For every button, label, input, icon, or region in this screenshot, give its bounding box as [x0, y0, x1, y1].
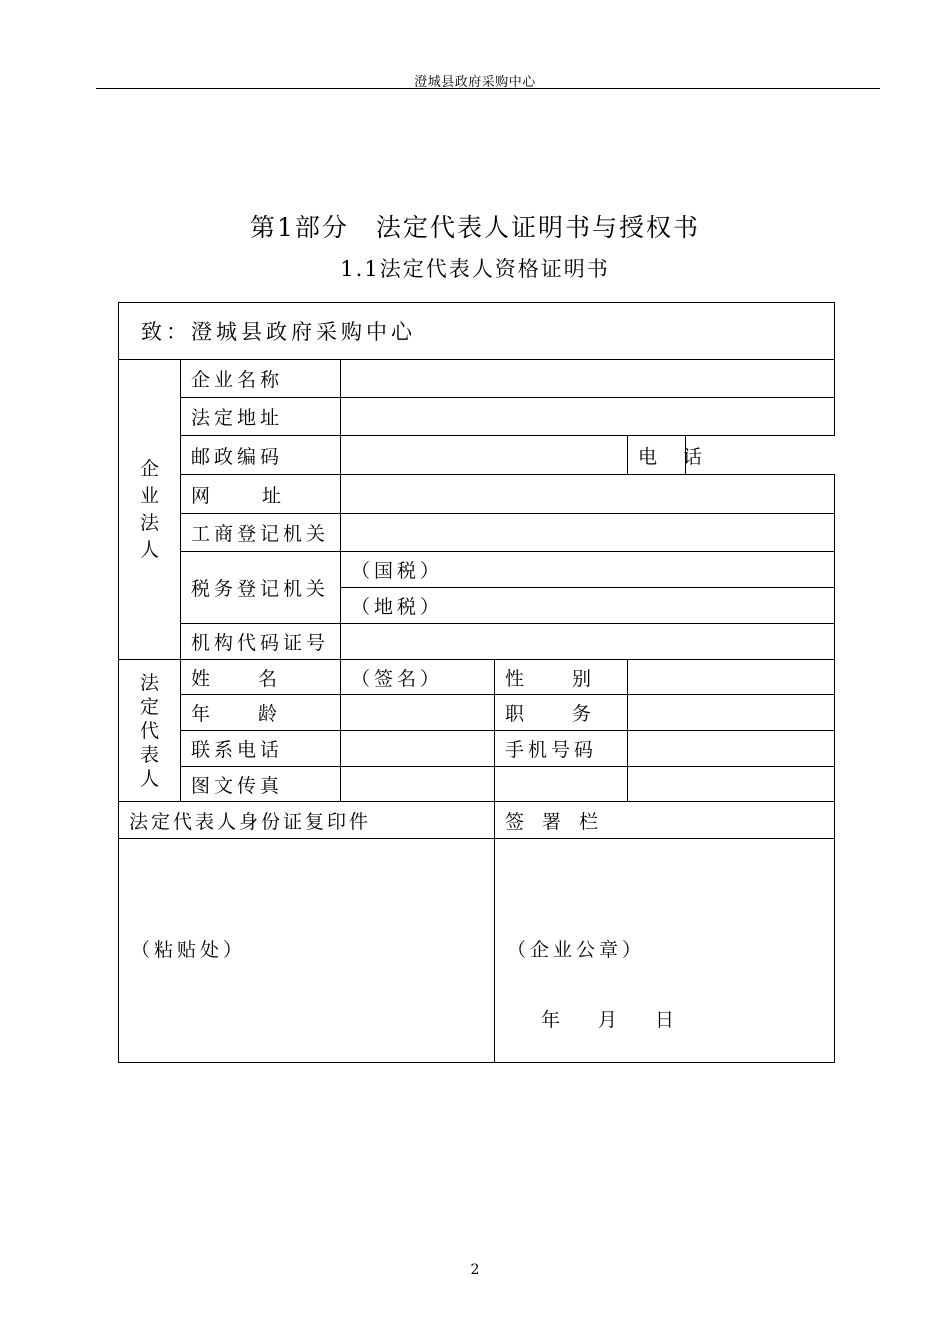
national-tax-field[interactable] — [341, 552, 835, 588]
website-field[interactable] — [341, 475, 835, 514]
fax-extra-field-2[interactable] — [628, 767, 835, 802]
name-field[interactable] — [341, 660, 495, 695]
label-gender: 性 别 — [495, 660, 628, 695]
header-divider — [96, 88, 880, 89]
local-tax-field[interactable] — [341, 588, 835, 624]
signature-area[interactable] — [495, 839, 835, 1063]
national-tax-label: （国税） — [351, 560, 444, 582]
label-id-copy: 法定代表人身份证复印件 — [119, 802, 495, 839]
position-field[interactable] — [628, 695, 835, 731]
label-phone: 电 话 — [628, 436, 686, 475]
label-age: 年 龄 — [181, 695, 341, 731]
id-copy-paste-area[interactable] — [119, 839, 495, 1063]
postal-code-field[interactable] — [341, 436, 628, 475]
org-code-field[interactable] — [341, 624, 835, 660]
label-contact-phone: 联系电话 — [181, 731, 341, 767]
label-company-name: 企业名称 — [181, 360, 341, 398]
label-mobile: 手机号码 — [495, 731, 628, 767]
page-subtitle: 1.1法定代表人资格证明书 — [340, 257, 610, 281]
mobile-field[interactable] — [628, 731, 835, 767]
business-registration-field[interactable] — [341, 514, 835, 552]
legal-address-field[interactable] — [341, 398, 835, 436]
page-number: 2 — [470, 1262, 480, 1278]
date-day: 日 — [655, 1009, 675, 1031]
label-fax: 图文传真 — [181, 767, 341, 802]
label-website: 网 址 — [181, 475, 341, 514]
addressee: 致：澄城县政府采购中心 — [119, 303, 835, 360]
section-label-enterprise: 企 业 法 人 — [119, 360, 181, 660]
company-seal-label: （企业公章） — [507, 939, 646, 961]
page-header: 澄城县政府采购中心 — [414, 75, 536, 90]
label-org-code: 机构代码证号 — [181, 624, 341, 660]
contact-phone-field[interactable] — [341, 731, 495, 767]
label-name: 姓 名 — [181, 660, 341, 695]
company-name-field[interactable] — [341, 360, 835, 398]
signature-hint: （签名） — [351, 667, 444, 690]
section-label-legal-rep: 法 定 代 表 人 — [119, 660, 181, 802]
label-position: 职 务 — [495, 695, 628, 731]
label-postal-code: 邮政编码 — [181, 436, 341, 475]
local-tax-label: （地税） — [351, 596, 444, 618]
legal-rep-certificate-form — [118, 302, 835, 1063]
page-title: 第1部分 法定代表人证明书与授权书 — [250, 213, 700, 242]
date-line — [541, 1005, 674, 1032]
gender-field[interactable] — [628, 660, 835, 695]
label-tax-registration: 税务登记机关 — [181, 552, 341, 624]
label-business-registration: 工商登记机关 — [181, 514, 341, 552]
phone-field[interactable] — [686, 436, 835, 475]
date-month: 月 — [598, 1009, 618, 1031]
fax-extra-field[interactable] — [495, 767, 628, 802]
age-field[interactable] — [341, 695, 495, 731]
paste-here-label: （粘贴处） — [131, 939, 247, 961]
label-signature-column: 签 署 栏 — [495, 802, 835, 839]
fax-field[interactable] — [341, 767, 495, 802]
date-year: 年 — [541, 1009, 561, 1031]
label-legal-address: 法定地址 — [181, 398, 341, 436]
